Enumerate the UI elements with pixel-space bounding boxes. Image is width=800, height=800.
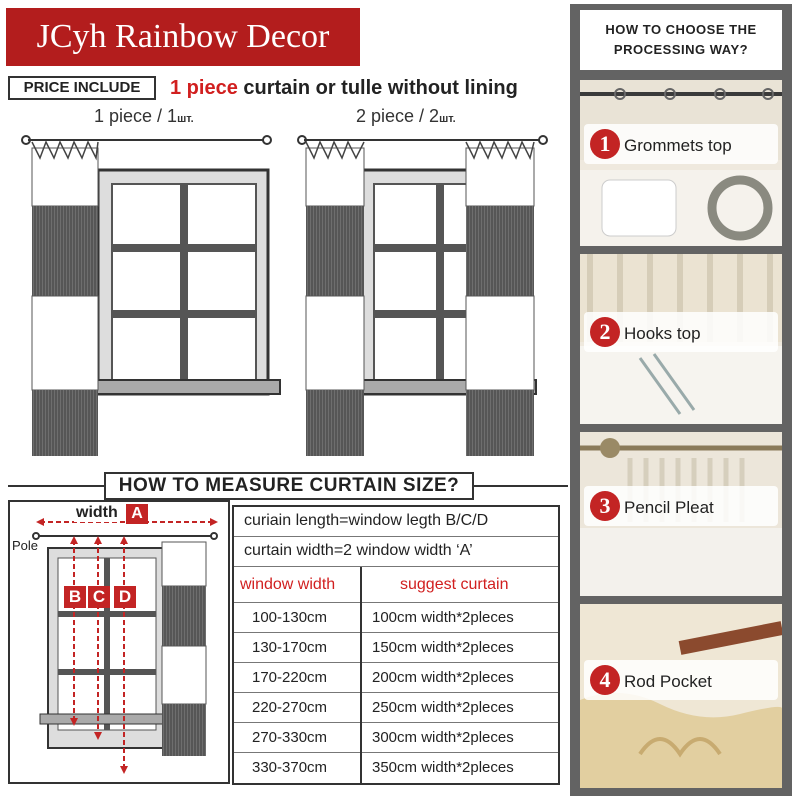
header-window-width: window width — [240, 576, 336, 593]
caption-two-piece: 2 piece / 2шт. — [356, 106, 456, 126]
step-number: 2 — [590, 317, 620, 347]
step-number: 4 — [590, 665, 620, 695]
option-label: Grommets top — [624, 136, 732, 155]
price-include-text — [170, 76, 518, 100]
measure-heading — [8, 472, 568, 500]
table-row: 330-370cm 350cm width*2pleces — [252, 759, 514, 776]
option-grommets-top[interactable] — [580, 80, 782, 246]
piece-description: curtain or tulle without lining — [243, 77, 518, 99]
option-rod-pocket[interactable] — [580, 604, 782, 788]
processing-panel — [570, 4, 792, 796]
curtain-left — [32, 142, 98, 456]
pole-label: Pole — [12, 538, 39, 553]
table-row: 270-330cm 300cm width*2pleces — [234, 723, 558, 753]
option-pencil-pleat[interactable] — [580, 432, 782, 596]
heading-rule-right — [474, 485, 568, 487]
table-row: 220-270cm 250cm width*2pleces — [234, 693, 558, 723]
one-piece-illustration — [10, 128, 286, 478]
heading-rule-left — [8, 485, 104, 487]
table-row: 130-170cm 150cm width*2pleces — [234, 633, 558, 663]
measure-drawing — [8, 500, 230, 784]
dimension-b-badge: B — [64, 586, 86, 608]
panel-heading: HOW TO CHOOSE THE PROCESSING WAY? — [580, 10, 782, 70]
width-label: width — [76, 504, 118, 521]
formula-width-row: curtain width=2 window width ‘A’ — [234, 537, 558, 567]
header-suggest-curtain: suggest curtain — [400, 576, 509, 593]
caption-one-piece: 1 piece / 1шт. — [94, 106, 194, 126]
price-include-row — [8, 76, 564, 102]
dimension-c-badge: C — [88, 586, 110, 608]
step-number: 1 — [590, 129, 620, 159]
brand-banner: JCyh Rainbow Decor — [6, 8, 360, 66]
piece-count: 1 piece — [170, 77, 238, 99]
size-table — [232, 505, 560, 785]
window-left — [82, 170, 280, 394]
table-header — [234, 567, 558, 603]
step-number: 3 — [590, 491, 620, 521]
option-label: Pencil Pleat — [624, 498, 714, 517]
price-include-label: PRICE INCLUDE — [8, 76, 156, 100]
table-row: 100-130cm 100cm width*2pleces — [234, 603, 558, 633]
measure-title: HOW TO MEASURE CURTAIN SIZE? — [104, 472, 474, 500]
option-label: Hooks top — [624, 324, 701, 343]
formula-length-row: curiain length=window legth B/C/D — [234, 507, 558, 537]
dimension-a-badge: A — [126, 504, 148, 524]
dimension-d-badge: D — [114, 586, 136, 608]
option-label: Rod Pocket — [624, 672, 712, 691]
table-column-divider — [360, 567, 362, 783]
option-hooks-top[interactable] — [580, 254, 782, 424]
table-row: 170-220cm 200cm width*2pleces — [234, 663, 558, 693]
two-piece-illustration — [290, 128, 560, 478]
measure-diagram — [8, 500, 230, 784]
